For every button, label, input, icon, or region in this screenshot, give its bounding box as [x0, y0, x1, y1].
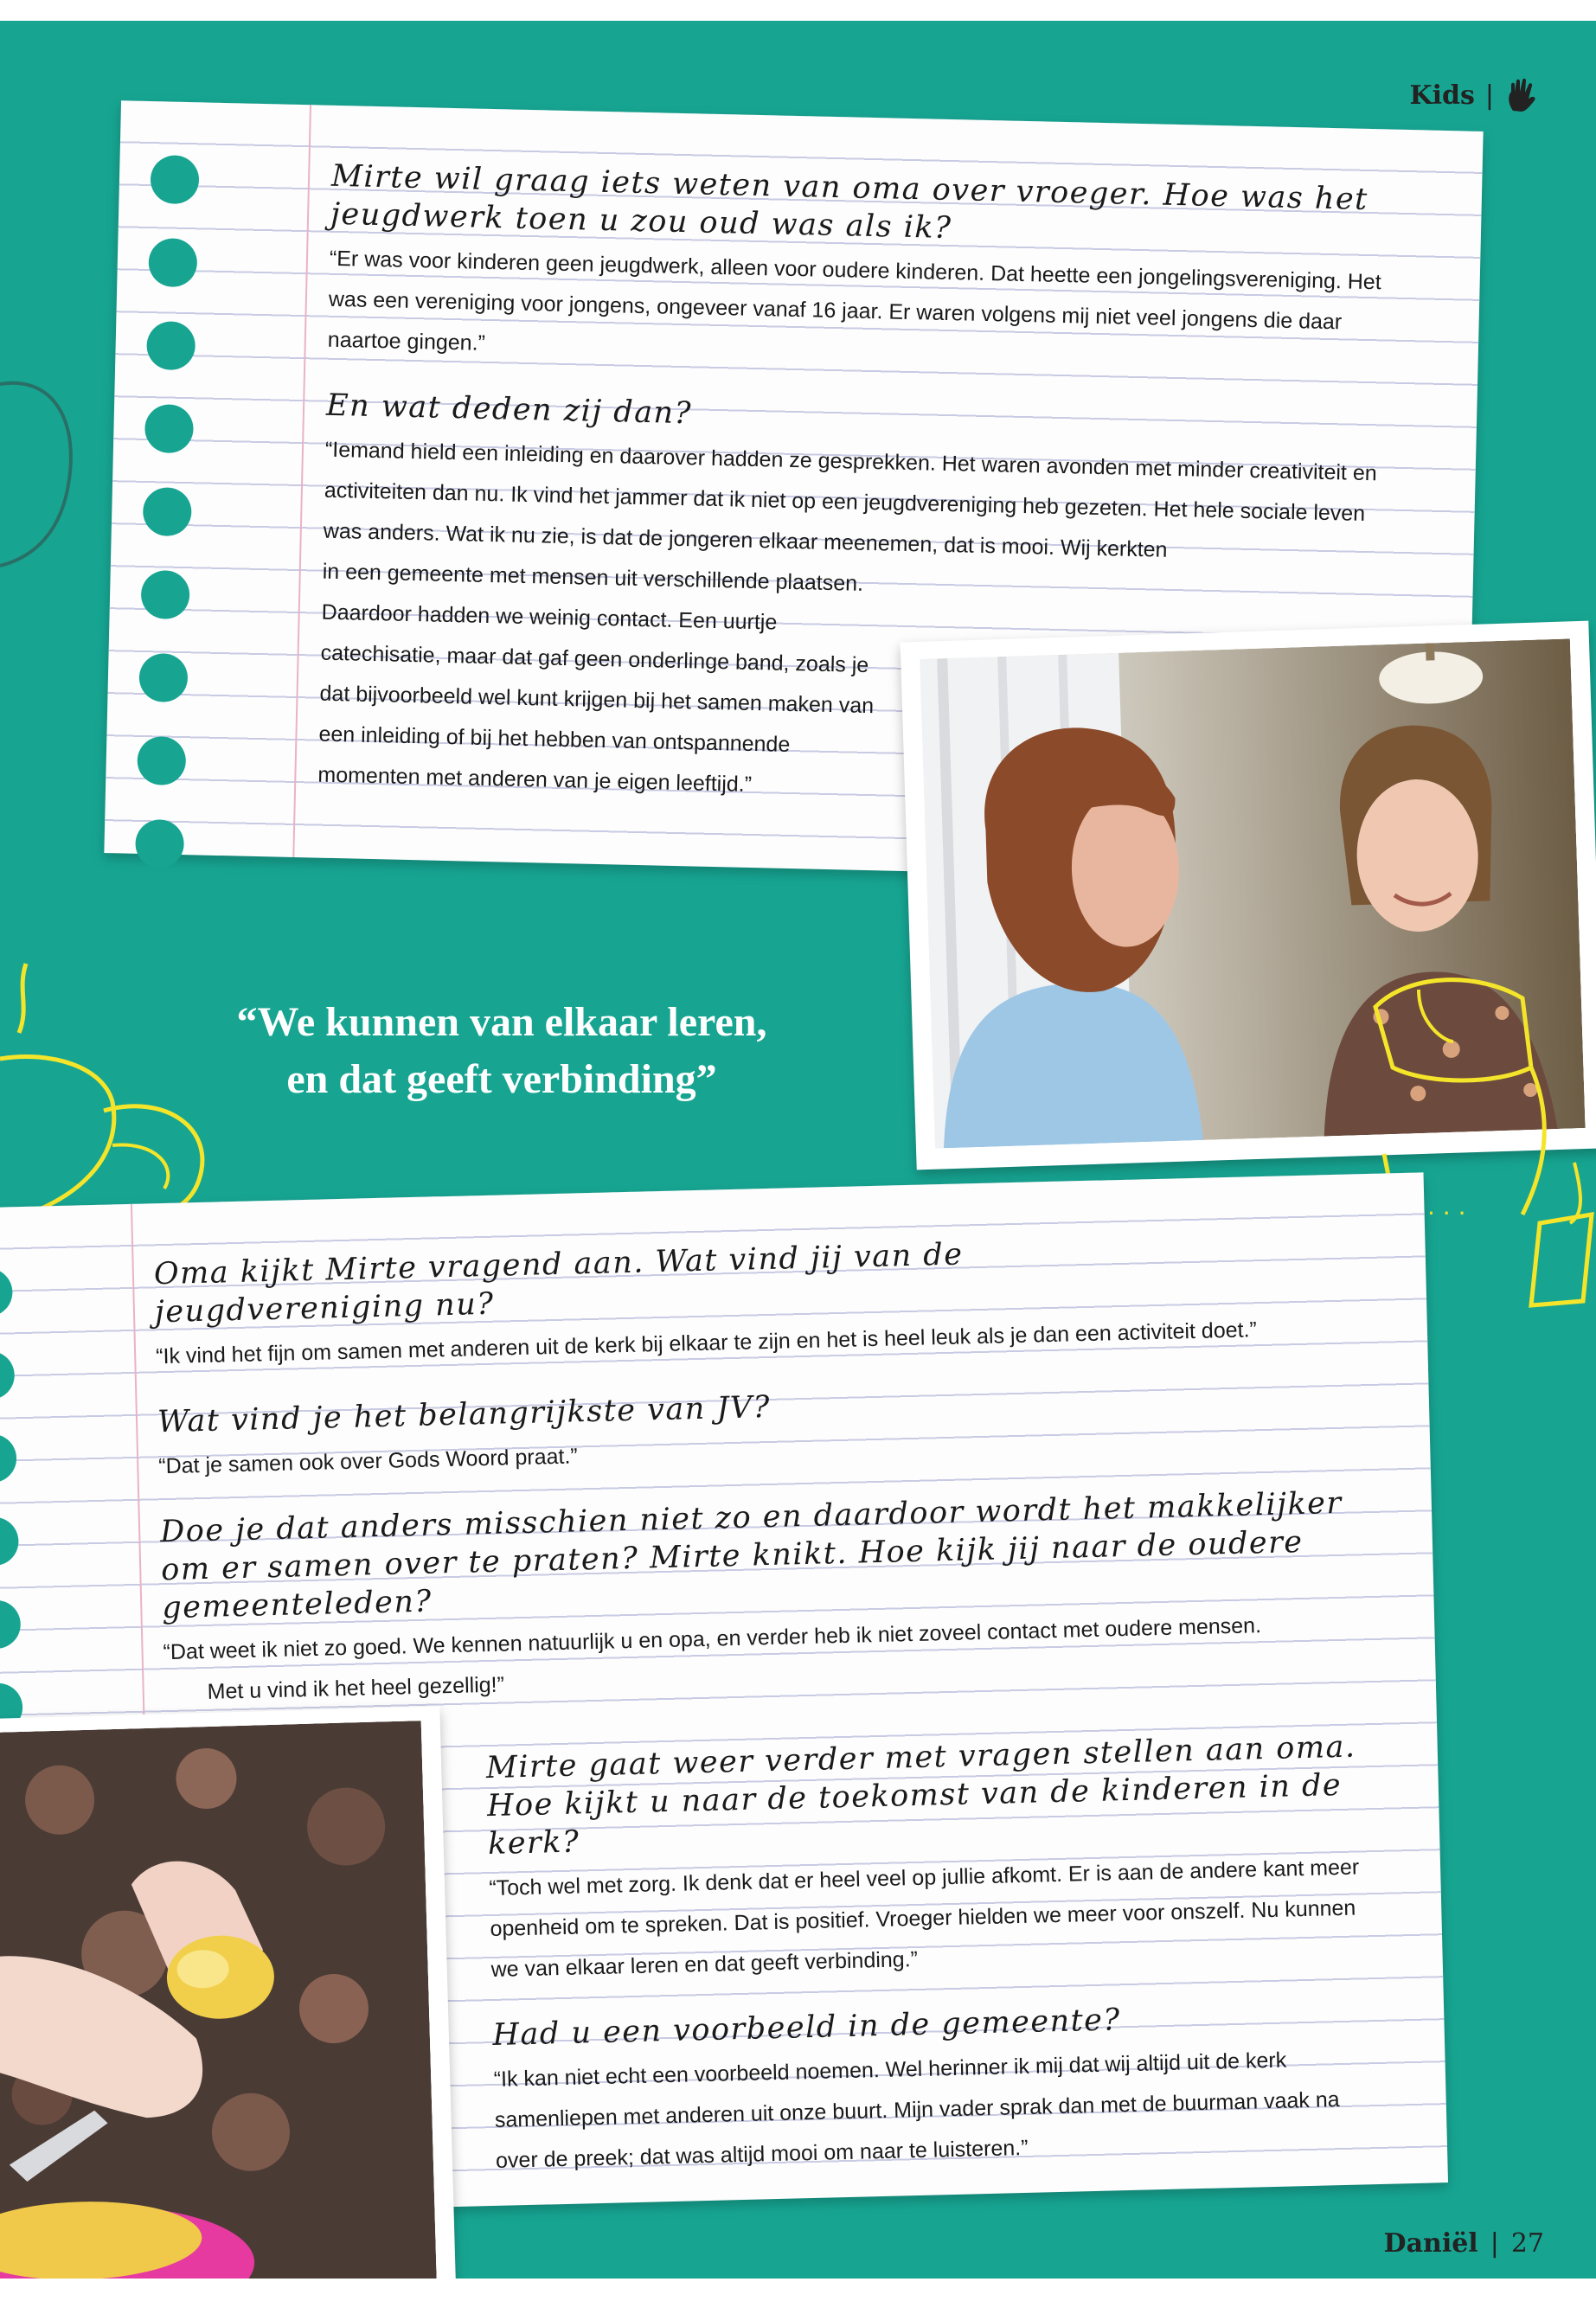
question-role-model: Had u een voorbeeld in de gemeente?	[492, 2003, 1122, 2053]
answer-youth-club-now: “Ik vind het fijn om samen met anderen uit de kerk bij elkaar te zijn en het is heel leuk als je dan een activiteit doet.”	[155, 1317, 1258, 1369]
binder-hole	[0, 1267, 13, 1317]
photo-hands-apple	[0, 1706, 457, 2279]
pull-quote	[173, 994, 830, 1108]
binder-hole	[146, 321, 195, 370]
magazine-name: Daniël	[1383, 2228, 1478, 2259]
binder-hole	[137, 736, 186, 785]
binder-hole	[140, 570, 189, 619]
binder-hole	[0, 1350, 15, 1400]
question-older-members: Doe je dat anders misschien niet zo en daardoor wordt het makkelijker om er samen over te praten? Mirte knikt. Hoe kijk jij naar de oudere gemeenteleden?	[159, 1485, 1343, 1626]
answer-older-members: “Dat weet ik niet zo goed. We kennen natuurlijk u en opa, en verder heb ik niet zoveel contact met oudere mensen.	[163, 1613, 1262, 1665]
page-footer	[1384, 2228, 1544, 2259]
binder-hole	[135, 819, 184, 868]
pull-quote-line-2: en dat geeft verbinding”	[286, 1056, 717, 1102]
binder-hole	[144, 404, 194, 453]
hand-icon	[1504, 78, 1539, 112]
photo-image	[0, 1721, 437, 2279]
lower-card-content-top	[153, 1226, 1375, 1740]
answer-future-children: “Toch wel met zorg. Ik denk dat er heel veel op jullie afkomt. Er is aan de andere kant meer openheid om te spreken. Dat is positief. Vroeger hielden we meer voor onszelf. Nu kunnen we van elkaar leren en dat geeft verbinding.”	[489, 1855, 1360, 1983]
binder-hole	[143, 487, 192, 536]
page-number: 27	[1510, 2228, 1544, 2259]
photo-illustration	[920, 638, 1585, 1148]
binder-hole	[150, 155, 199, 204]
question-youth-club-now: Oma kijkt Mirte vragend aan. Wat vind jij van de jeugdvereniging nu?	[153, 1237, 964, 1330]
lower-card-content-bottom	[485, 1727, 1388, 2208]
answer-role-model: “Ik kan niet echt een voorbeeld noemen. Wel herinner ik mij dat wij altijd uit de kerk samenliepen met anderen uit onze buurt. Mijn vader sprak dan met de buurman vaak na over de preek; dat was altijd mooi om naar te luisteren.”	[493, 2048, 1340, 2173]
answer-what-did-they-do: “Iemand hield een inleiding en daarover hadden ze gesprekken. Het waren avonden met minder creativiteit en activiteiten dan nu. Ik vind het jammer dat ik niet op een jeugdvereniging heb gezeten. Het hele sociale leven was anders. Wat ik nu zie, is dat de jongeren elkaar meenemen, dat is mooi. Wij kerkten	[323, 437, 1377, 562]
question-what-did-they-do: En wat deden zij dan?	[325, 388, 693, 432]
section-label: Kids	[1409, 80, 1475, 111]
binder-hole	[138, 653, 188, 702]
answer-most-important: “Dat je samen ook over Gods Woord praat.”	[158, 1444, 579, 1479]
binder-hole	[148, 238, 197, 287]
answer-what-did-they-do-continued: in een gemeente met mensen uit verschillende plaatsen. Daardoor hadden we weinig contact. Een uurtje catechisatie, maar dat gaf geen onderlinge band, zoals je dat bijvoorbeeld wel kunt krijgen bij het samen maken van een inleiding of bij het hebben van ontspannende momenten met anderen van je eigen leeftijd.”	[317, 559, 875, 797]
question-youth-work-then: Mirte wil graag iets weten van oma over vroeger. Hoe was het jeugdwerk toen u zou oud was als ik?	[330, 158, 1369, 247]
question-most-important: Wat vind je het belangrijkste van JV?	[157, 1389, 772, 1440]
header-separator: |	[1484, 80, 1494, 111]
footer-separator: |	[1490, 2228, 1499, 2259]
svg-text:. . .: . . .	[1427, 1192, 1466, 1221]
photo-grandmother-and-girl	[901, 621, 1596, 1170]
binder-hole	[0, 1516, 19, 1566]
question-future-children: Mirte gaat weer verder met vragen stellen aan oma. Hoe kijkt u naar de toekomst van de kinderen in de kerk?	[485, 1729, 1357, 1862]
margin-line	[292, 105, 311, 857]
binder-hole	[0, 1599, 21, 1649]
answer-older-members-continued: Met u vind ik het heel gezellig!”	[207, 1672, 505, 1704]
pull-quote-line-1: “We kunnen van elkaar leren,	[236, 999, 767, 1045]
binder-hole	[0, 1433, 17, 1483]
photo-illustration	[0, 1721, 437, 2279]
photo-image	[920, 638, 1585, 1148]
answer-youth-work-then: “Er was voor kinderen geen jeugdwerk, alleen voor oudere kinderen. Dat heette een jongelingsvereniging. Het was een vereniging voor jongens, ongeveer vanaf 16 jaar. Er waren volgens mij niet veel jongens die daar naartoe gingen.”	[327, 246, 1382, 356]
page-background	[0, 21, 1596, 2279]
section-header	[1410, 78, 1539, 112]
